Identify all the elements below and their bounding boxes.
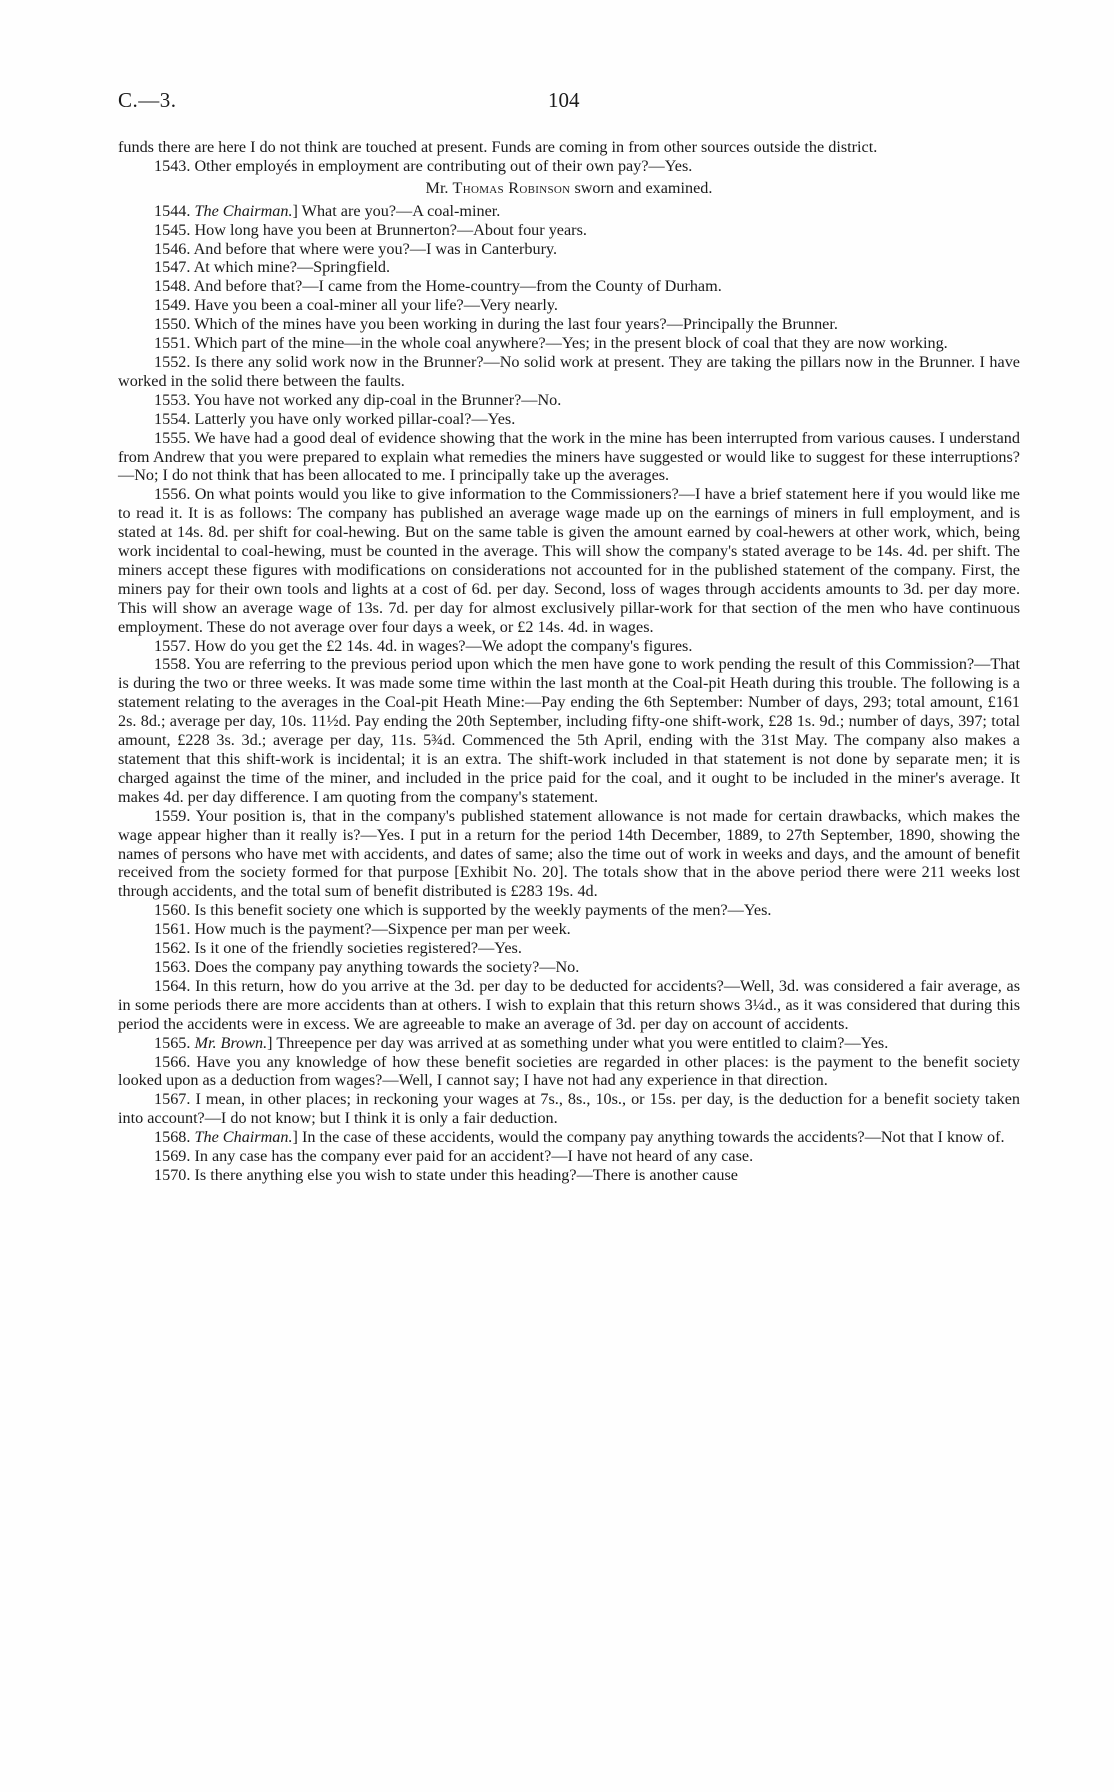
- text-run: 1563. Does the company pay anything towards the society?—No.: [154, 957, 580, 976]
- testimony-paragraph: [118, 258, 1020, 277]
- text-run: 1564. In this return, how do you arrive at the 3d. per day to be deducted for accidents?—Well, 3d. was considered a fair average, as in some periods there are more accidents than at others. I wish to explain that this return shows 3¼d., as it was considered that during this period the accidents were in excess. We are agreeable to make an average of 3d. per day on account of accidents.: [118, 976, 1020, 1033]
- evidence-body: [118, 138, 1020, 1185]
- text-run: 1558. You are referring to the previous period upon which the men have gone to work pending the result of this Commission?—That is during the two or three weeks. It was made some time within the last month at the Coal-pit Heath during this trouble. The following is a statement relating to the averages in the Coal-pit Heath Mine:—Pay ending the 6th September: Number of days, 293; total amount, £161 2s. 8d.; average per day, 10s. 11½d. Pay ending the 20th September, including fifty-one shift-work, £28 1s. 9d.; number of days, 397; total amount, £228 3s. 3d.; average per day, 11s. 5¾d. Commenced the 5th April, ending with the 31st May. The company also makes a statement that this shift-work is incidental; it is an extra. The shift-work included in that statement is not done by separate men; it is charged against the time of the miner, and included in the price paid for the coal, and it ought to be included in the miner's average. It makes 4d. per day difference. I am quoting from the company's statement.: [118, 655, 1020, 806]
- testimony-paragraph: [118, 958, 1020, 977]
- testimony-paragraph: [118, 410, 1020, 429]
- witness-heading: [118, 179, 1020, 198]
- witness-name: Thomas Robinson: [452, 178, 571, 197]
- text-run: 1548. And before that?—I came from the Home-country—from the County of Durham.: [154, 277, 722, 296]
- testimony-paragraph: [118, 939, 1020, 958]
- testimony-paragraph: [118, 202, 1020, 221]
- testimony-paragraph: [118, 429, 1020, 486]
- paper-reference: C.—3.: [118, 88, 177, 112]
- text-run: 1565.: [154, 1033, 195, 1052]
- text-run: 1562. Is it one of the friendly societies registered?—Yes.: [154, 939, 522, 958]
- text-run: 1556. On what points would you like to give information to the Commissioners?—I have a brief statement here if you would like me to read it. It is as follows: The company has published an average wage made up on the earnings of miners in full employment, and is stated at 14s. 8d. per shift for coal-hewing. But on the same table is given the amount earned by coal-hewers at other work, which, being work incidental to coal-hewing, must be counted in the average. This will show the company's stated average to be 14s. 4d. per shift. The miners accept these figures with modifications on considerations not accounted for in the published statement of the company. First, the miners pay for their own tools and lights at a cost of 6d. per day. Second, loss of wages through accidents amounts to 3d. per day more. This will show an average wage of 13s. 7d. per day for almost exclusively pillar-work for that section of the men who have continuous employment. These do not average over four days a week, or £2 14s. 4d. in wages.: [118, 485, 1020, 636]
- testimony-paragraph: [118, 221, 1020, 240]
- testimony-paragraph: [118, 353, 1020, 391]
- testimony-paragraph: [118, 391, 1020, 410]
- testimony-paragraph: [118, 157, 1020, 176]
- testimony-paragraph: [118, 334, 1020, 353]
- testimony-paragraph: [118, 977, 1020, 1034]
- testimony-paragraph: [118, 901, 1020, 920]
- testimony-paragraph: [118, 655, 1020, 806]
- text-run: 1555. We have had a good deal of evidence showing that the work in the mine has been interrupted from various causes. I understand from Andrew that you were prepared to explain what remedies the miners have suggested or would like to suggest for these interruptions?—No; I do not think that has been allocated to me. I principally take up the averages.: [118, 428, 1020, 485]
- text-run: 1552. Is there any solid work now in the Brunner?—No solid work at present. They are taking the pillars now in the Brunner. I have worked in the solid there between the faults.: [118, 352, 1020, 390]
- text-run: 1560. Is this benefit society one which is supported by the weekly payments of the men?—Yes.: [154, 901, 772, 920]
- page-number: 104: [548, 88, 580, 112]
- testimony-paragraph: [118, 920, 1020, 939]
- testimony-paragraph: [118, 1147, 1020, 1166]
- text-run: 1570. Is there anything else you wish to state under this heading?—There is another cause: [154, 1165, 738, 1184]
- testimony-paragraph: [118, 1128, 1020, 1147]
- speaker-name: The Chairman.: [194, 201, 293, 220]
- text-run: funds there are here I do not think are touched at present. Funds are coming in from other sources outside the district.: [118, 138, 878, 156]
- text-run: 1553. You have not worked any dip-coal in the Brunner?—No.: [154, 390, 562, 409]
- testimony-paragraph: [118, 138, 1020, 157]
- text-run: 1551. Which part of the mine—in the whole coal anywhere?—Yes; in the present block of coal that they are now working.: [154, 334, 948, 353]
- text-run: 1549. Have you been a coal-miner all your life?—Very nearly.: [154, 296, 558, 315]
- text-run: 1545. How long have you been at Brunnerton?—About four years.: [154, 220, 587, 239]
- testimony-paragraph: [118, 296, 1020, 315]
- text-run: 1546. And before that where were you?—I was in Canterbury.: [154, 239, 558, 258]
- testimony-paragraph: [118, 1034, 1020, 1053]
- text-run: 1544.: [154, 201, 195, 220]
- testimony-paragraph: [118, 277, 1020, 296]
- text-run: 1566. Have you any knowledge of how these benefit societies are regarded in other places: is the payment to the benefit society looked upon as a deduction from wages?—Well, I cannot say; I have not had any experience in that direction.: [118, 1052, 1020, 1090]
- testimony-paragraph: [118, 1090, 1020, 1128]
- testimony-paragraph: [118, 807, 1020, 902]
- speaker-name: The Chairman.: [194, 1128, 293, 1147]
- text-run: 1567. I mean, in other places; in reckoning your wages at 7s., 8s., 10s., or 15s. per day, is the deduction for a benefit society taken into account?—I do not know; but I think it is only a fair deduction.: [118, 1090, 1020, 1128]
- text-run: Mr.: [425, 178, 453, 197]
- speaker-name: Mr. Brown.: [194, 1033, 268, 1052]
- text-run: ] Threepence per day was arrived at as something under what you were entitled to claim?—Yes.: [267, 1033, 889, 1052]
- testimony-paragraph: [118, 1053, 1020, 1091]
- text-run: 1561. How much is the payment?—Sixpence per man per week.: [154, 920, 571, 939]
- testimony-paragraph: [118, 315, 1020, 334]
- page-header: [118, 88, 1020, 114]
- text-run: 1543. Other employés in employment are contributing out of their own pay?—Yes.: [154, 156, 693, 175]
- text-run: ] What are you?—A coal-miner.: [292, 201, 501, 220]
- testimony-paragraph: [118, 485, 1020, 636]
- testimony-paragraph: [118, 637, 1020, 656]
- text-run: ] In the case of these accidents, would the company pay anything towards the accidents?—Not that I know of.: [292, 1128, 1005, 1147]
- text-run: 1568.: [154, 1128, 195, 1147]
- testimony-paragraph: [118, 1166, 1020, 1185]
- text-run: 1557. How do you get the £2 14s. 4d. in wages?—We adopt the company's figures.: [154, 636, 693, 655]
- text-run: 1550. Which of the mines have you been working in during the last four years?—Principally the Brunner.: [154, 315, 838, 334]
- text-run: 1554. Latterly you have only worked pillar-coal?—Yes.: [154, 409, 516, 428]
- text-run: 1559. Your position is, that in the company's published statement allowance is not made for certain drawbacks, which makes the wage appear higher than it really is?—Yes. I put in a return for the period 14th December, 1889, to 27th September, 1890, showing the names of persons who have met with accidents, and dates of same; also the time out of work in weeks and days, and the amount of benefit received from the society formed for that purpose [Exhibit No. 20]. The totals show that in the above period there were 211 weeks lost through accidents, and the total sum of benefit distributed is £283 19s. 4d.: [118, 806, 1020, 901]
- text-run: 1547. At which mine?—Springfield.: [154, 258, 391, 277]
- text-run: 1569. In any case has the company ever paid for an accident?—I have not heard of any case.: [154, 1147, 754, 1166]
- testimony-paragraph: [118, 240, 1020, 259]
- text-run: sworn and examined.: [570, 178, 713, 197]
